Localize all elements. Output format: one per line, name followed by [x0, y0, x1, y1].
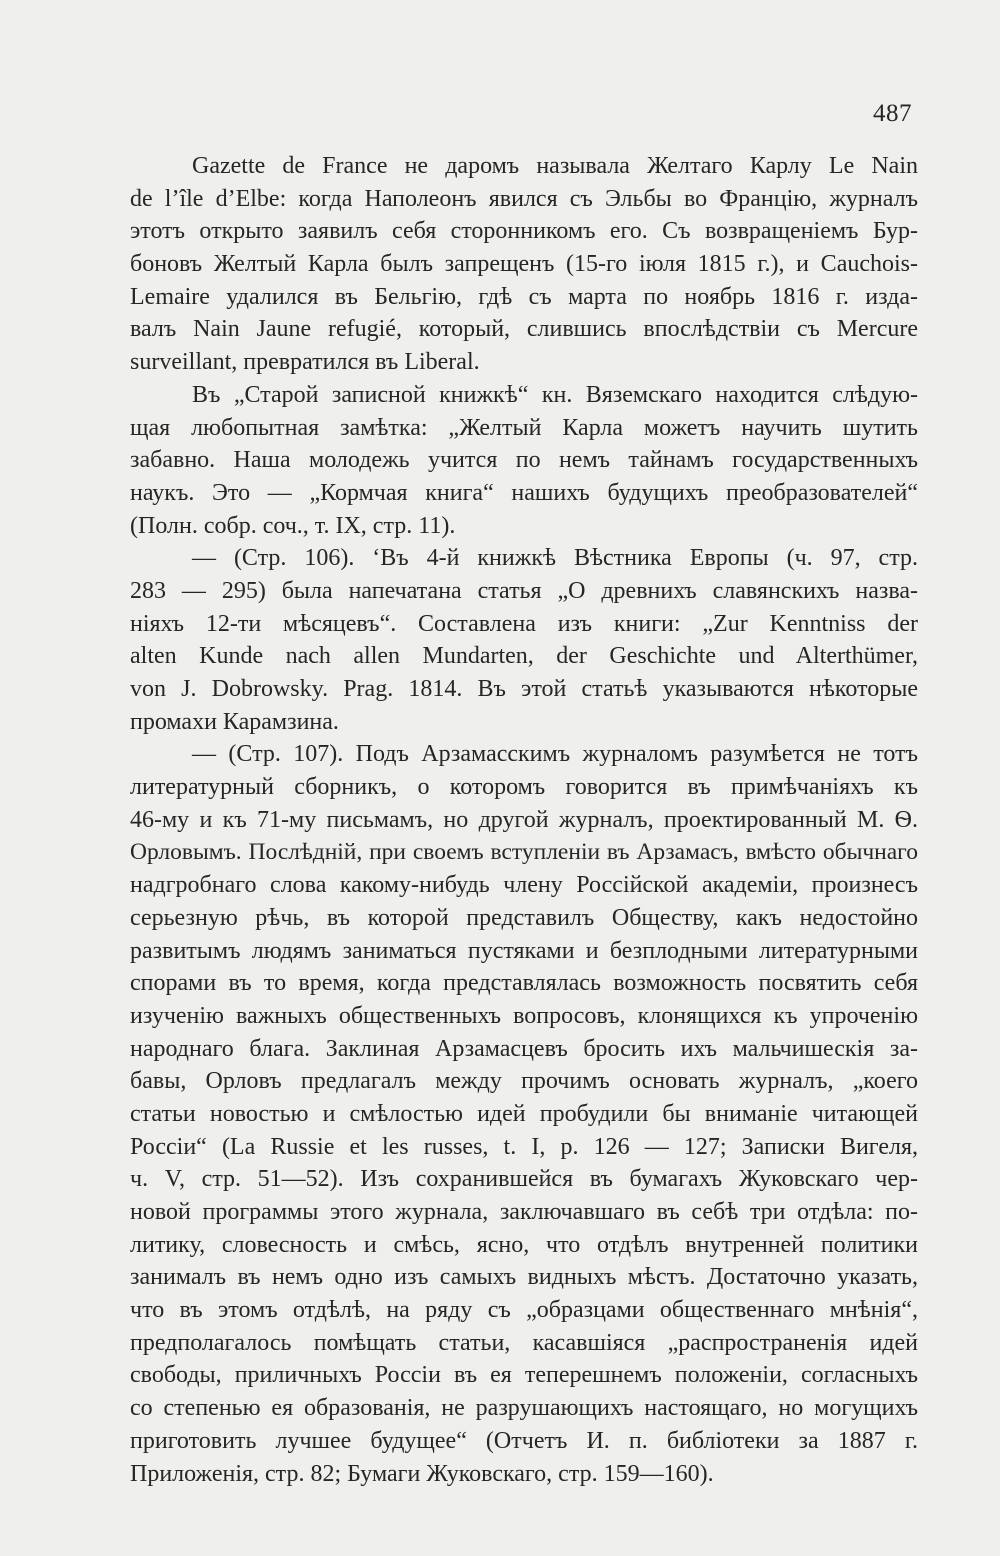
text-line: валъ Nain Jaune refugié, который, слившись впослѣдствіи съ Mercure [130, 316, 918, 343]
text-line: de l’île d’Elbe: когда Наполеонъ явился съ Эльбы во Францію, журналъ [130, 185, 918, 212]
text-line: статьи новостью и смѣлостью идей пробудили бы вниманіе читающей [130, 1100, 918, 1127]
text-line: Lemaire удалился въ Бельгію, гдѣ съ марта по ноябрь 1816 г. изда- [130, 283, 918, 310]
text-line: наукъ. Это — „Кормчая книга“ нашихъ будущихъ преобразователей“ [130, 479, 918, 506]
text-line: — (Стр. 107). Подъ Арзамасскимъ журналомъ разумѣется не тотъ [192, 741, 918, 768]
text-line: что въ этомъ отдѣлѣ, на ряду съ „образцами общественнаго мнѣнія“, [130, 1297, 918, 1324]
text-line: von J. Dobrowsky. Prag. 1814. Въ этой статьѣ указываются нѣкоторые [130, 676, 918, 702]
text-line: 283 — 295) была напечатана статья „О древнихъ славянскихъ назва- [130, 577, 918, 604]
text-line: надгробнаго слова какому-нибудь члену Россійской академіи, произнесъ [130, 872, 918, 899]
text-line: народнаго блага. Заклиная Арзамасцевъ бросить ихъ мальчишескія за- [130, 1035, 918, 1062]
body-text [130, 150, 918, 1490]
text-line: (Полн. собр. соч., т. IX, стр. 11). [130, 512, 456, 539]
text-line: ч. V, стр. 51—52). Изъ сохранившейся въ бумагахъ Жуковскаго чер- [130, 1166, 918, 1193]
text-line: литературный сборникъ, о которомъ говорится въ примѣчаніяхъ къ [130, 774, 918, 801]
text-line: развитымъ людямъ заниматься пустяками и безплодными литературными [130, 937, 918, 964]
text-line: Россіи“ (La Russie et les russes, t. I, p. 126 — 127; Записки Вигеля, [130, 1133, 918, 1160]
text-line: Gazette de France не даромъ называла Желтаго Карлу Le Nain [192, 153, 918, 179]
text-line: alten Kunde nach allen Mundarten, der Geschichte und Alterthümer, [130, 643, 918, 670]
text-line: серьезную рѣчь, въ которой представилъ Обществу, какъ недостойно [130, 904, 918, 931]
text-line: 46-му и къ 71-му письмамъ, но другой журналъ, проектированный М. Ѳ. [130, 806, 918, 833]
text-line: боновъ Желтый Карла былъ запрещенъ (15-го іюля 1815 г.), и Cauchois- [130, 251, 918, 278]
text-line: щая любопытная замѣтка: „Желтый Карла можетъ научить шутить [130, 414, 918, 441]
text-line: surveillant, превратился въ Liberal. [130, 349, 480, 376]
text-line: спорами въ то время, когда представлялась возможность посвятить себя [130, 970, 918, 997]
text-line: Орловымъ. Послѣдній, при своемъ вступленіи въ Арзамасъ, вмѣсто обычнаго [130, 839, 918, 866]
text-line: со степенью ея образованія, не разрушающихъ настоящаго, но могущихъ [130, 1395, 918, 1422]
text-line: Приложенія, стр. 82; Бумаги Жуковскаго, стр. 159—160). [130, 1460, 714, 1487]
text-line: занималъ въ немъ одно изъ самыхъ видныхъ мѣстъ. Достаточно указать, [130, 1264, 918, 1291]
text-line: предполагалось помѣщать статьи, касавшіяся „распространенія идей [130, 1329, 918, 1356]
text-line: промахи Карамзина. [130, 708, 339, 735]
page-number: 487 [873, 100, 912, 127]
text-line: литику, словесность и смѣсь, ясно, что отдѣлъ внутренней политики [130, 1231, 918, 1258]
text-line: новой программы этого журнала, заключавшаго въ себѣ три отдѣла: по- [130, 1199, 918, 1225]
text-line: этотъ открыто заявилъ себя сторонникомъ его. Съ возвращеніемъ Бур- [130, 218, 918, 245]
text-line: забавно. Наша молодежь учится по немъ тайнамъ государственныхъ [130, 447, 918, 474]
text-line: Въ „Старой записной книжкѣ“ кн. Вяземскаго находится слѣдую- [192, 381, 918, 408]
text-line: изученію важныхъ общественныхъ вопросовъ, клонящихся къ упроченію [130, 1002, 918, 1029]
text-line: приготовить лучшее будущее“ (Отчетъ И. п. библіотеки за 1887 г. [130, 1427, 918, 1454]
text-line: — (Стр. 106). ‘Въ 4-й книжкѣ Вѣстника Европы (ч. 97, стр. [192, 545, 918, 572]
text-line: свободы, приличныхъ Россіи въ ея теперешнемъ положеніи, согласныхъ [130, 1362, 918, 1389]
text-line: бавы, Орловъ предлагалъ между прочимъ основать журналъ, „коего [130, 1068, 918, 1095]
text-line: ніяхъ 12-ти мѣсяцевъ“. Составлена изъ книги: „Zur Kenntniss der [130, 610, 918, 637]
